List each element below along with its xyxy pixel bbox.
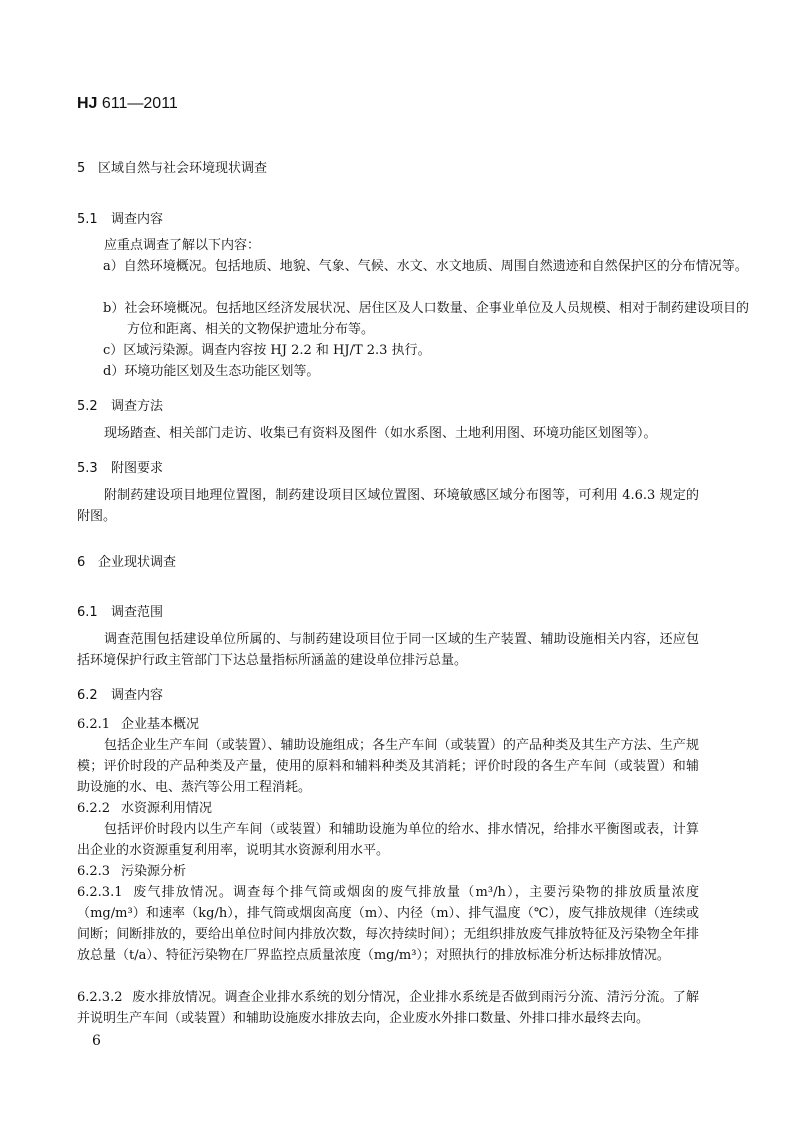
list-item-d: d）环境功能区划及生态功能区划等。 (103, 364, 320, 379)
list-item-c: c）区域污染源。调查内容按 HJ 2.2 和 HJ/T 2.3 执行。 (103, 343, 431, 358)
list-item-b: b）社会环境概况。包括地区经济发展状况、居住区及人口数量、企事业单位及人员规模、相对于制药建设项目的方位和距离、相关的文物保护遗址分布等。 (103, 301, 749, 337)
clause-text: 废气排放情况。调查每个排气筒或烟囱的废气排放量（m³/h），主要污染物的排放质量浓度（mg/m³）和速率（kg/h），排气筒或烟囱高度（m）、内径（m）、排气温度（℃），废气排放规律（连续或间断；间断排放的，要给出单位时间内排放次数，每次持续时间）；无组织排放废气排放特征及污染物全年排放总量（t/a）、特征污染物在厂界监控点质量浓度（mg/m³）；对照执行的排放标准分析达标排放情况。 (77, 885, 699, 963)
section-6-2-1-text: 包括企业生产车间（或装置）、辅助设施组成；各生产车间（或装置）的产品种类及其生产方法、生产规模；评价时段的产品种类及产量，使用的原料和辅料种类及其消耗；评价时段的各生产车间（或装置）和辅助设施的水、电、蒸汽等公用工程消耗。 (77, 738, 699, 795)
section-6-2-3-2-paragraph (77, 987, 699, 1029)
clause-number: 6.2.3.1 (77, 885, 123, 900)
section-6-1-text: 调查范围包括建设单位所属的、与制药建设项目位于同一区域的生产装置、辅助设施相关内容，还应包括环境保护行政主管部门下达总量指标所涵盖的建设单位排污总量。 (77, 632, 699, 668)
clause-number: 6.2.3.2 (77, 990, 123, 1005)
section-6-2-2-heading: 6.2.2 水资源利用情况 (77, 801, 213, 816)
clause-text: 废水排放情况。调查企业排水系统的划分情况，企业排水系统是否做到雨污分流、清污分流。了解并说明生产车间（或装置）和辅助设施废水排放去向，企业废水外排口数量、外排口排水最终去向。 (77, 990, 699, 1026)
standard-code-number: 611—2011 (97, 95, 178, 112)
section-6-2-2-text: 包括评价时段内以生产车间（或装置）和辅助设施为单位的给水、排水情况，给排水平衡图或表，计算出企业的水资源重复利用率，说明其水资源利用水平。 (77, 822, 699, 858)
section-6-heading: 6 企业现状调查 (77, 555, 177, 570)
section-6-2-heading: 6.2 调查内容 (77, 688, 164, 703)
list-item-a: a）自然环境概况。包括地质、地貌、气象、气候、水文、水文地质、周围自然遗迹和自然保护区的分布情况等。 (103, 259, 748, 274)
standard-code-bold: HJ (77, 95, 98, 112)
section-6-1-heading: 6.1 调查范围 (77, 605, 164, 620)
section-6-2-3-heading: 6.2.3 污染源分析 (77, 864, 187, 879)
page-number: 6 (92, 1033, 101, 1049)
standard-code-header (77, 95, 178, 113)
section-6-2-1-heading: 6.2.1 企业基本概况 (77, 717, 200, 732)
section-5-heading: 5 区域自然与社会环境现状调查 (77, 161, 268, 176)
section-5-1-intro: 应重点调查了解以下内容： (104, 238, 261, 253)
section-6-2-3-1-paragraph (77, 882, 699, 966)
section-5-3-text: 附制药建设项目地理位置图，制药建设项目区域位置图、环境敏感区域分布图等，可利用 4.6.3 规定的附图。 (77, 488, 699, 524)
section-5-3-heading: 5.3 附图要求 (77, 461, 164, 476)
section-5-2-heading: 5.2 调查方法 (77, 399, 164, 414)
section-5-2-text: 现场踏查、相关部门走访、收集已有资料及图件（如水系图、土地利用图、环境功能区划图等）。 (104, 426, 657, 441)
section-5-1-heading: 5.1 调查内容 (77, 212, 164, 227)
